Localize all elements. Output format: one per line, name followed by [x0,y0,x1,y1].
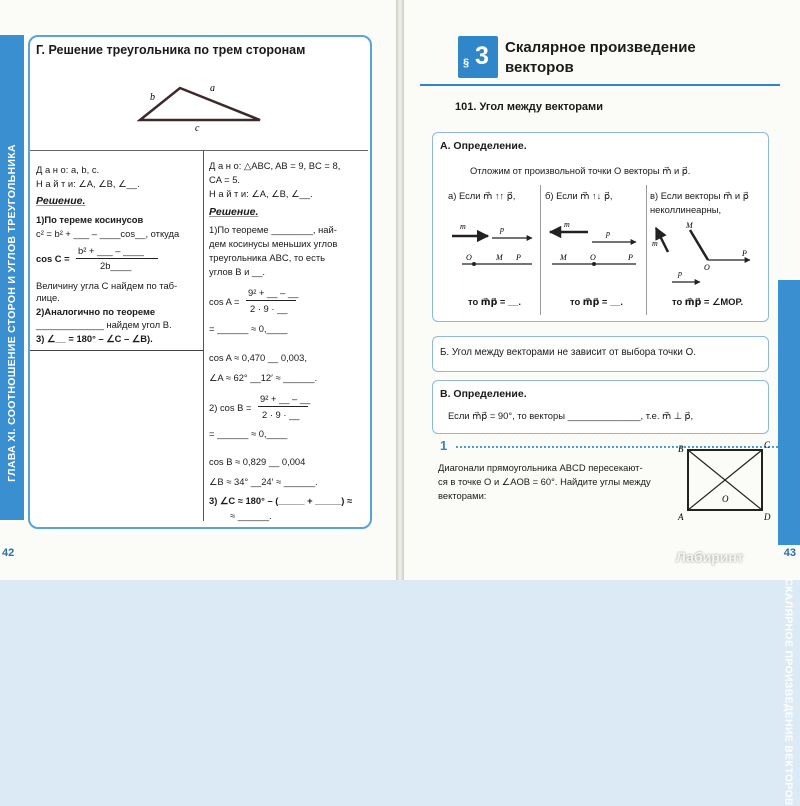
given-general: Д а н о: a, b, c. [36,164,100,175]
svg-text:M: M [686,221,693,230]
r-step1-c: треугольника ABC, то есть [209,252,325,263]
box-a-case-c-2: неколлинеарны, [650,204,722,215]
step2-text: _____________ найдем угол B. [36,319,172,330]
vectors-opposite-figure [544,218,644,280]
triangle-label-c: c [195,123,200,134]
r-step1-b: дем косинусы меньших углов [209,238,338,249]
section-badge [458,36,498,78]
find-general: Н а й т и: ∠A, ∠B, ∠__. [36,178,140,189]
given-numeric-2: CA = 5. [209,174,241,185]
r-step1: 1)По теореме ________, най- [209,224,337,235]
svg-text:m: m [564,220,570,229]
box-a-header: А. Определение. [440,140,527,152]
box-c-text: Если m⃗p⃗ = 90°, то векторы ______________, т.е. m⃗ ⊥ p⃗, [448,410,694,421]
cos-b-result: cos B ≈ 0,829 __ 0,004 [209,456,306,467]
svg-text:M: M [560,253,567,262]
cos-b-label: 2) cos B = [209,402,252,413]
chapter-title-rule [420,84,780,86]
step2: 2)Аналогично по теореме [36,306,156,317]
cos-a-fraction-bar [246,300,296,301]
svg-text:m: m [652,239,658,248]
cos-a-denominator: 2 · 9 · __ [250,303,288,314]
rectangle-abcd-figure [678,440,774,522]
triangle-label-a: a [210,83,215,94]
cos-b-denominator: 2 · 9 · __ [262,409,300,420]
chapter-title-line-1: Скалярное произведение [505,39,696,56]
table-top-rule [30,150,368,151]
svg-text:M: M [496,253,503,262]
box-c-header: В. Определение. [440,388,527,400]
cos-a-numerator: 9² + __ – __ [248,287,299,298]
svg-text:p: p [678,269,682,278]
left-side-tab [0,35,24,520]
svg-text:O: O [590,253,596,262]
step1-table-text-2: лице. [36,292,60,303]
rect-label-b: B [678,444,684,454]
box-a-case-c-1: в) Если векторы m⃗ и p⃗ [650,190,749,201]
exercise-text-2: ся в точке O и ∠AOB = 60°. Найдите углы между [438,476,651,487]
subsection-title: 101. Угол между векторами [455,101,603,113]
chapter-title-line-2: векторов [505,59,574,76]
box-a-case-b: б) Если m⃗ ↑↓ p⃗, [545,190,613,201]
cos-c-denominator: 2b____ [100,260,132,271]
cos-b-fraction-bar [258,406,308,407]
svg-text:O: O [704,263,710,272]
solution-heading-right: Решение. [209,206,259,218]
svg-text:m: m [460,222,466,231]
left-side-label: ГЛАВА XI. СООТНОШЕНИЕ СТОРОН И УГЛОВ ТРЕУГОЛЬНИКА [6,144,18,482]
angle-b-result: ∠B ≈ 34° __24′ ≈ ______. [209,476,318,487]
step1: 1)По тереме косинусов [36,214,144,225]
cos-a-label: cos A = [209,296,240,307]
box-a-result-a: то m⃗p⃗ = __. [468,296,521,307]
find-numeric: Н а й т и: ∠A, ∠B, ∠__. [209,188,313,199]
cos-c-numerator: b² + ___ – ____ [78,245,144,256]
chapter-title [505,38,696,78]
svg-text:p: p [500,225,504,234]
svg-text:p: p [606,229,610,238]
triangle-figure [120,76,270,136]
step1-formula: c² = b² + ___ – ____cos__, откуда [36,228,180,239]
svg-text:P: P [516,253,521,262]
section-g-title: Г. Решение треугольника по трем сторонам [36,43,306,57]
box-a-result-c: то m⃗p⃗ = ∠MOP. [672,296,744,307]
box-a-intro: Отложим от произвольной точки O векторы m⃗ и p⃗. [470,165,691,176]
cos-c-label: cos C = [36,253,70,264]
box-a-case-a: а) Если m⃗ ↑↑ p⃗, [448,190,516,201]
svg-text:O: O [466,253,472,262]
vectors-noncollinear-figure [650,212,760,292]
svg-text:P: P [628,253,633,262]
svg-text:P: P [742,249,747,258]
step3: 3) ∠__ = 180° – ∠C – ∠B). [36,333,153,344]
rect-label-a: A [678,512,684,522]
r-step1-d: углов B и __. [209,266,266,277]
exercise-text-1: Диагонали прямоугольника ABCD пересекают- [438,462,643,473]
cos-b-numerator: 9² + __ – __ [260,393,311,404]
triangle-label-b: b [150,92,155,103]
cos-a-approx: = ______ ≈ 0,____ [209,323,288,334]
left-page-number: 42 [2,547,15,559]
box-b-text: Б. Угол между векторами не зависит от выбора точки O. [440,347,696,358]
angle-c-result: ≈ ______. [230,510,272,521]
right-page-number: 43 [783,547,796,559]
exercise-text-3: векторами: [438,490,487,501]
section-number: 3 [475,42,489,70]
section-sign: § [463,57,470,69]
book-gutter [396,0,404,580]
rect-label-c: C [764,440,771,450]
right-side-label: СКАЛЯРНОЕ ПРОИЗВЕДЕНИЕ ВЕКТОРОВ [783,578,795,806]
table-column-divider [203,151,204,521]
rect-label-d: D [764,512,771,522]
cos-b-approx: = ______ ≈ 0,____ [209,428,288,439]
angle-a-result: ∠A ≈ 62° __12′ ≈ ______. [209,372,318,383]
cos-a-result: cos A ≈ 0,470 __ 0,003, [209,352,307,363]
box-a-result-b: то m⃗p⃗ = __. [570,296,623,307]
watermark: Лабиринт [676,549,744,565]
solution-heading-left: Решение. [36,195,86,207]
box-a-divider-1 [540,185,541,315]
angle-c-formula: 3) ∠C ≈ 180° – (_____ + _____) ≈ [209,495,353,506]
step1-table-text: Величину угла C найдем по таб- [36,280,178,291]
vectors-codirectional-figure [444,218,540,280]
rect-label-o: O [722,494,729,504]
given-numeric-1: Д а н о: △ABC, AB = 9, BC = 8, [209,160,341,171]
exercise-number: 1 [440,438,448,453]
box-a-divider-2 [646,185,647,315]
cos-c-fraction-bar [76,258,158,259]
left-col-end-rule [30,350,203,351]
